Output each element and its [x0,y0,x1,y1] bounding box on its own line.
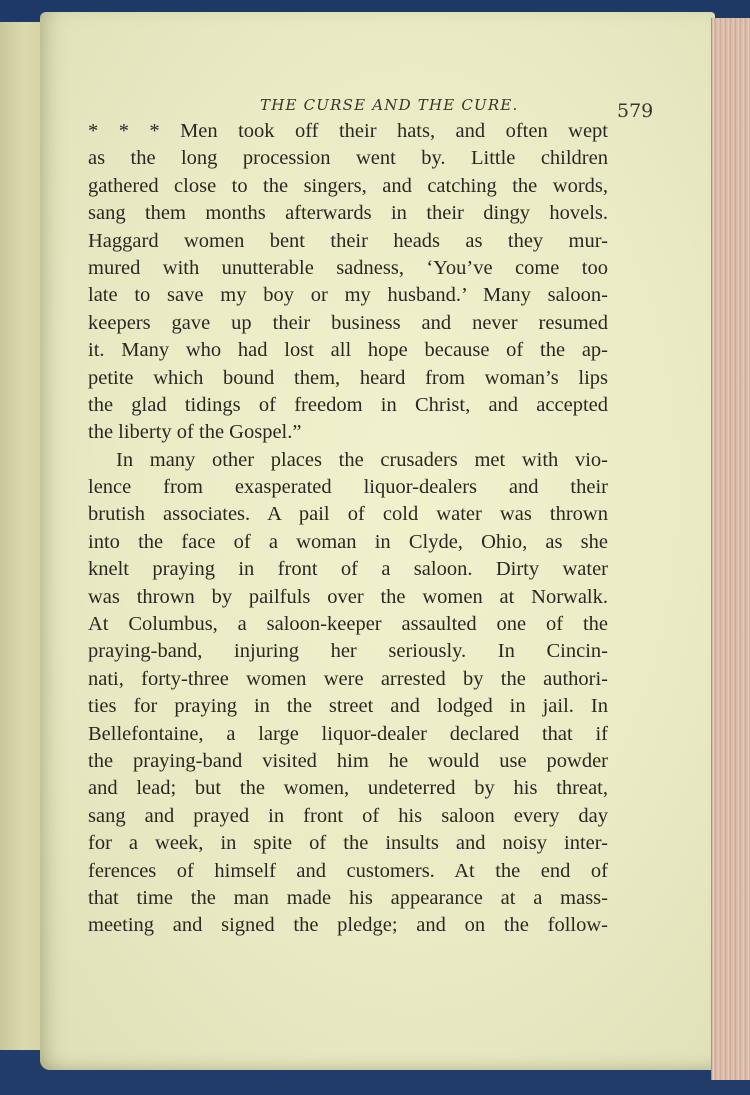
page-number: 579 [617,100,654,122]
text-line: that time the man made his appearance at a mass- [88,886,608,909]
text-line: * * * Men took off their hats, and often wept [88,120,608,142]
text-line: Haggard women bent their heads as they mur- [88,229,608,252]
text-line: late to save my boy or my husband.’ Many saloon- [88,284,608,307]
text-line: the praying-band visited him he would use powder [88,749,608,772]
text-line: praying-band, injuring her seriously. In Cincin- [88,640,608,663]
text-line: the glad tidings of freedom in Christ, and accepted [88,393,608,416]
text-line: into the face of a woman in Clyde, Ohio, as she [88,530,608,553]
text-line: keepers gave up their business and never resumed [88,311,608,334]
text-line: for a week, in spite of the insults and noisy inter- [88,832,608,855]
running-head: THE CURSE AND THE CURE. [260,96,519,114]
text-line: was thrown by pailfuls over the women at Norwalk. [88,585,608,608]
body-text [88,118,608,940]
text-line: ties for praying in the street and lodged in jail. In [88,695,608,718]
text-line: it. Many who had lost all hope because of the ap- [88,339,608,362]
text-line: brutish associates. A pail of cold water was thrown [88,503,608,526]
text-line: sang and prayed in front of his saloon every day [88,804,608,827]
text-line: and lead; but the women, undeterred by his threat, [88,777,608,800]
text-line: ferences of himself and customers. At the end of [88,859,608,882]
text-line: petite which bound them, heard from woman’s lips [88,366,608,389]
page-block-edges [711,18,750,1080]
text-line: In many other places the crusaders met with vio- [116,448,608,471]
text-line: Bellefontaine, a large liquor-dealer declared that if [88,722,608,745]
text-line: At Columbus, a saloon-keeper assaulted one of the [88,613,608,636]
text-line: as the long procession went by. Little children [88,147,608,170]
text-line: gathered close to the singers, and catching the words, [88,174,608,197]
text-line: lence from exasperated liquor-dealers and their [88,476,608,499]
text-line: nati, forty-three women were arrested by the authori- [88,667,608,690]
text-line: knelt praying in front of a saloon. Dirty water [88,558,608,581]
text-line: the liberty of the Gospel.” [88,421,302,444]
text-line: mured with unutterable sadness, ‘You’ve come too [88,256,608,279]
text-line: meeting and signed the pledge; and on the follow- [88,914,608,937]
text-line: sang them months afterwards in their dingy hovels. [88,202,608,225]
